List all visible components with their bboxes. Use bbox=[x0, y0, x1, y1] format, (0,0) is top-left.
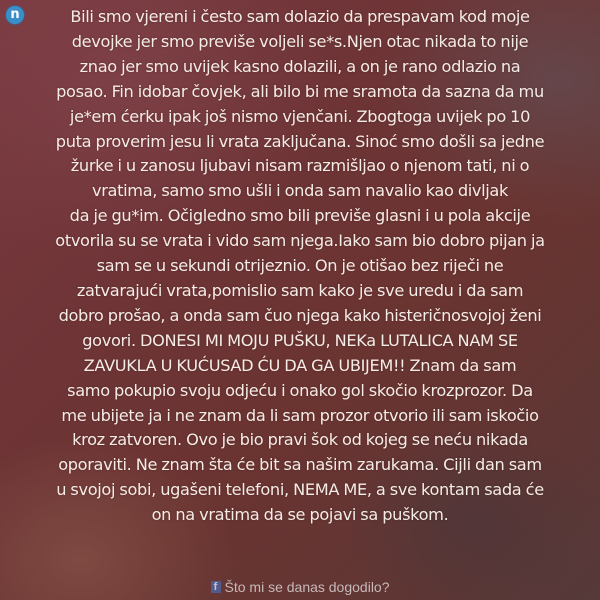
story-line: kroz zatvoren. Ovo je bio pravi šok od kojeg se neću nikada bbox=[72, 430, 528, 450]
story-line: zatvarajući vrata,pomislio sam kako je sve uredu i da sam bbox=[76, 280, 524, 300]
story-line: puta proverim jesu li vrata zaključana. Sinoć smo došli sa jedne bbox=[55, 131, 545, 151]
story-line: oporaviti. Ne znam šta će bit sa našim zarukama. Cijli dan sam bbox=[58, 455, 542, 475]
story-line: žurke i u zanosu ljubavi nisam razmišljao o njenom tati, ni o bbox=[70, 156, 530, 176]
story-line: devojke jer smo previše voljeli se*s.Njen otac nikada to nije bbox=[71, 31, 529, 51]
story-line: ZAVUKLA U KUĆUSAD ĆU DA GA UBIJEM!! Znam da sam bbox=[83, 355, 517, 375]
story-line: otvorila su se vrata i vido sam njega.Iako sam bio dobro pijan ja bbox=[55, 231, 545, 251]
logo-letter: n bbox=[10, 6, 20, 22]
page-name: Što mi se danas dogodilo? bbox=[224, 579, 390, 595]
story-line: znao jer smo uvijek kasno dolazili, a on je rano odlazio na bbox=[79, 56, 521, 76]
story-line: dobro prošao, a onda sam čuo njega kako histeričnosvojoj ženi bbox=[58, 305, 542, 325]
story-line: samo pokupio svoju odjeću i onako gol skočio krozprozor. Da bbox=[67, 380, 533, 400]
story-line: je*em ćerku ipak još nismo vjenčani. Zbogtoga uvijek po 10 bbox=[69, 106, 531, 126]
story-line: vratima, samo smo ušli i onda sam navalio kao divljak bbox=[91, 181, 509, 201]
story-line: posao. Fin idobar čovjek, ali bilo bi me sramota da sazna da mu bbox=[56, 81, 544, 101]
story-line: on na vratima da se pojavi sa puškom. bbox=[151, 505, 449, 525]
story-line: sam se u sekundi otrijeznio. On je otišao bez riječi ne bbox=[96, 256, 504, 276]
facebook-icon: f bbox=[211, 581, 221, 593]
story-line: me ubijete ja i ne znam da li sam prozor otvorio ili sam iskočio bbox=[61, 405, 539, 425]
story-text bbox=[22, 5, 578, 528]
story-line: govori. DONESI MI MOJU PUŠKU, NEKa LUTALICA NAM SE bbox=[82, 330, 518, 350]
story-line: da je gu*im. Očigledno smo bili previše glasni i u pola akcije bbox=[69, 206, 531, 226]
story-line: Bili smo vjereni i često sam dolazio da prespavam kod moje bbox=[70, 7, 530, 26]
page-attribution bbox=[0, 579, 600, 595]
story-line: u svojoj sobi, ugašeni telefoni, NEMA ME, a sve kontam sada će bbox=[56, 480, 544, 500]
